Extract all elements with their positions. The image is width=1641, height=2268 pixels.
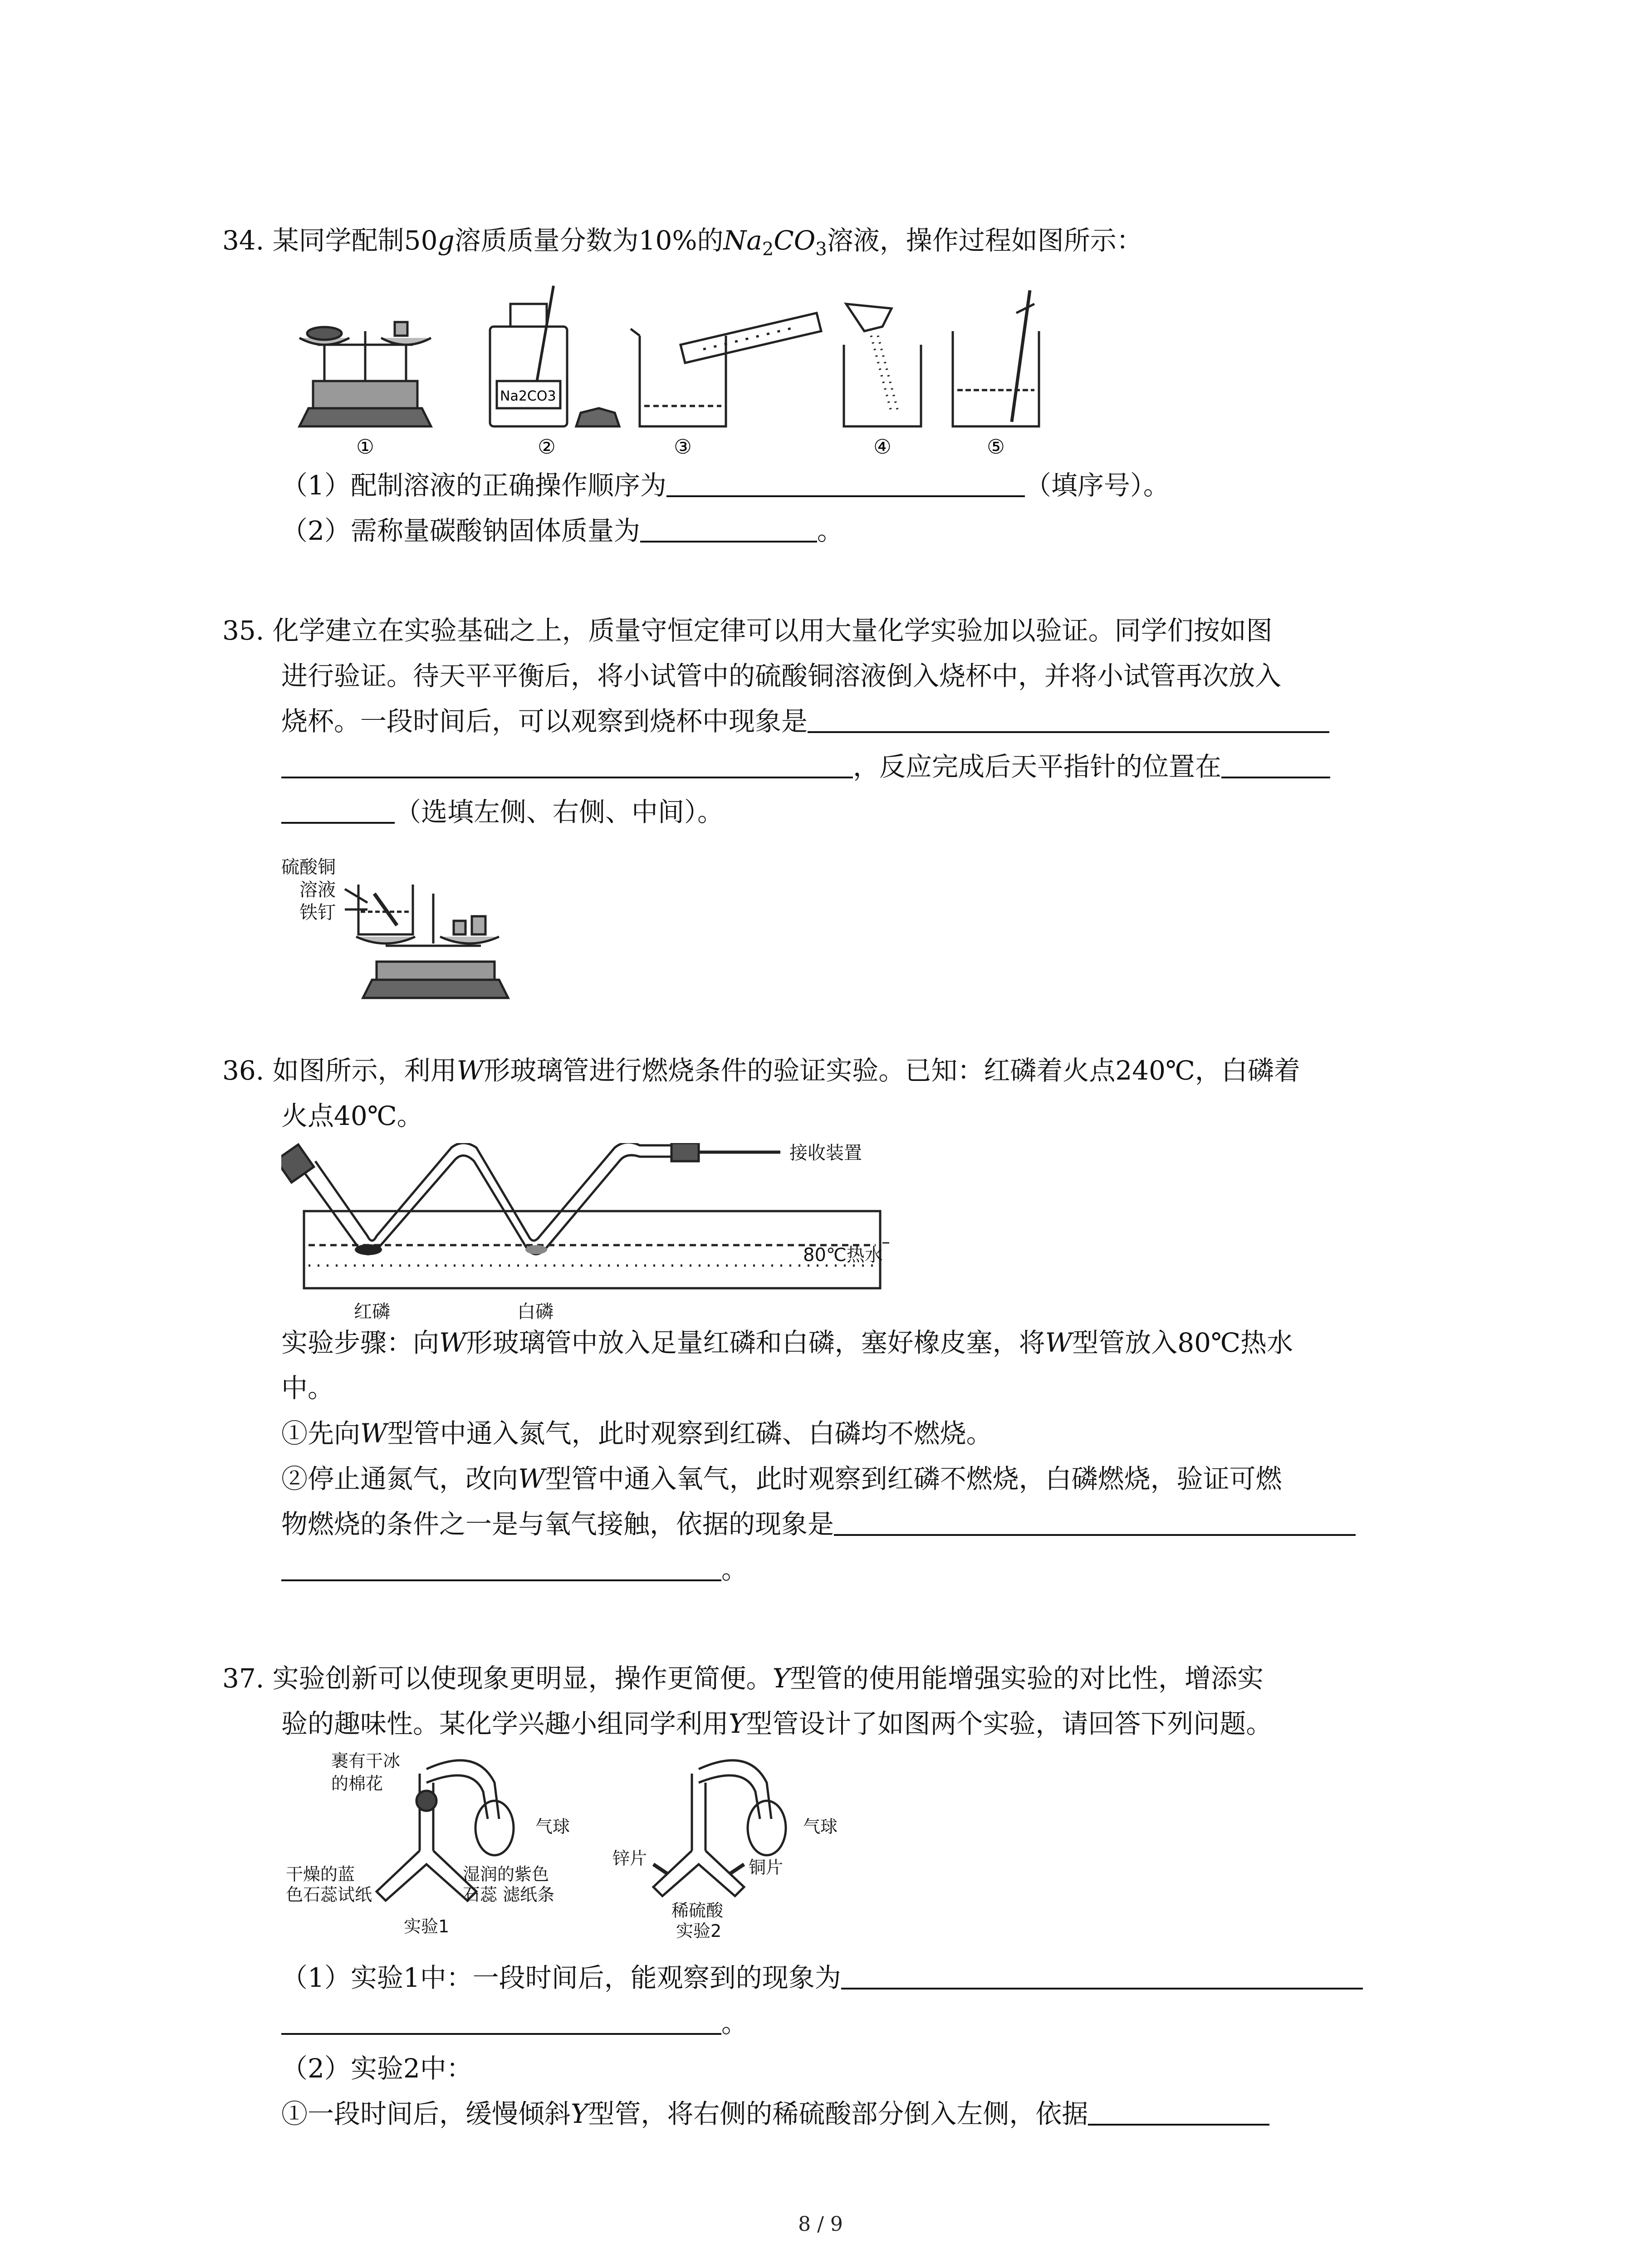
q37-fig1-wet-1: 湿润的紫色 [463, 1864, 549, 1884]
q37-part1-text: （1）实验1中：一段时间后，能观察到的现象为 [281, 1962, 841, 1993]
beaker-cylinder-icon [631, 313, 821, 426]
q36-step5 [281, 1506, 1356, 1542]
q36-line1-b: 形玻璃管进行燃烧条件的验证实验。已知：红磷着火点240℃，白磷着 [484, 1055, 1300, 1086]
q37-fig1-balloon: 气球 [535, 1817, 570, 1837]
q37-y-2: Y [729, 1708, 746, 1739]
q34-formula-sub2: 2 [762, 239, 774, 260]
q34-formula-na: Na [723, 225, 762, 256]
q37-line2 [281, 1706, 1272, 1742]
q37-fig2-zinc: 锌片 [612, 1848, 647, 1868]
q36-step5-text: 物燃烧的条件之一是与氧气接触，依据的现象是 [281, 1509, 834, 1540]
stirring-beaker-icon [953, 290, 1039, 426]
q34-fig-label-1: ① [356, 435, 374, 458]
q37-part2: （2）实验2中： [281, 2053, 473, 2084]
page-number: 8 / 9 [798, 2213, 843, 2236]
q36-w-1: W [456, 1055, 484, 1086]
q35-label-cuso4: 硫酸铜 [281, 857, 336, 878]
q35-blank-1a[interactable] [808, 705, 1329, 733]
q37-y-1: Y [772, 1663, 790, 1694]
q36-blank-a[interactable] [834, 1508, 1356, 1536]
q37-fig2-copper: 铜片 [749, 1857, 784, 1877]
q36-step3 [281, 1415, 993, 1452]
q37-line1-b: 型管的使用能增强实验的对比性，增添实 [789, 1663, 1264, 1694]
q36-w-4: W [360, 1418, 387, 1449]
q34-fig-label-2: ② [538, 435, 556, 458]
q37-blank-1a[interactable] [841, 1961, 1363, 1989]
q37-part1-cont [281, 2005, 748, 2041]
q37-part3-a: ①一段时间后，缓慢倾斜 [281, 2098, 571, 2129]
q36-step3-b: 型管中通入氮气，此时观察到红磷、白磷均不燃烧。 [387, 1418, 993, 1449]
q37-fig2-acid: 稀硫酸 [671, 1901, 724, 1921]
q36-label-red: 红磷 [354, 1301, 390, 1322]
funnel-beaker-icon [844, 304, 921, 426]
q35-blank-2a[interactable] [1221, 750, 1330, 778]
q36-step2: 中。 [281, 1373, 334, 1403]
q36-step1-b: 形玻璃管中放入足量红磷和白磷，塞好橡皮塞，将 [466, 1327, 1045, 1358]
q34-part1-text: （1）配制溶液的正确操作顺序为 [281, 470, 666, 501]
q34-stem-c: 溶液，操作过程如图所示： [827, 225, 1143, 256]
q37-fig2-caption: 实验2 [676, 1921, 722, 1941]
q35-line3 [281, 703, 1329, 739]
q37-blank-2[interactable] [1088, 2097, 1269, 2126]
q35-line1: 35. 化学建立在实验基础之上，质量守恒定律可以用大量化学实验加以验证。同学们按如图 [222, 615, 1273, 646]
q35-label-solution: 溶液 [299, 880, 336, 900]
q36-step4 [281, 1461, 1282, 1497]
reagent-bottle-icon [490, 286, 619, 426]
q37-part1 [281, 1960, 1363, 1996]
q35-line5 [281, 794, 724, 830]
q35-figure [277, 853, 531, 1002]
q34-stem [222, 222, 1143, 268]
q36-step6-end: 。 [721, 1554, 748, 1585]
q37-fig1-dry-2: 色石蕊试纸 [286, 1885, 372, 1905]
q34-fig-label-4: ④ [873, 435, 892, 458]
q34-figure [281, 277, 1053, 458]
q35-label-nail: 铁钉 [299, 902, 336, 923]
q37-fig1-wet-2: 石蕊 滤纸条 [463, 1885, 555, 1905]
q36-step4-b: 型管中通入氧气，此时观察到红磷不燃烧，白磷燃烧，验证可燃 [545, 1463, 1282, 1494]
q34-stem-b: 溶质质量分数为10%的 [454, 225, 724, 256]
q36-line2: 火点40℃。 [281, 1100, 423, 1131]
q37-fig1-dry-1: 干燥的蓝 [286, 1864, 355, 1884]
q36-label-water: 80℃热水 [803, 1245, 883, 1266]
q37-fig1-caption: 实验1 [404, 1916, 450, 1936]
q35-line5-text: （选填左侧、右侧、中间）。 [395, 797, 724, 827]
q37-part3 [281, 2096, 1269, 2132]
q36-step4-a: ②停止通氮气，改向 [281, 1463, 519, 1494]
q37-fig1-cotton-2: 的棉花 [331, 1774, 383, 1794]
q34-fig-label-3: ③ [674, 435, 692, 458]
q34-part1 [281, 467, 1170, 503]
q35-blank-2b[interactable] [281, 796, 395, 824]
q34-unit-g: g [437, 225, 455, 256]
q37-blank-1b[interactable] [281, 2007, 721, 2035]
q34-part1-blank[interactable] [666, 469, 1025, 497]
q36-step3-a: ①先向 [281, 1418, 361, 1449]
q37-figure [281, 1751, 916, 1950]
q34-bottle-label: Na2CO3 [500, 388, 556, 404]
q34-part2 [281, 513, 843, 549]
q37-fig2-balloon: 气球 [803, 1817, 838, 1837]
q36-w-5: W [518, 1463, 545, 1494]
q35-line4 [281, 748, 1330, 785]
q37-y-3: Y [571, 2098, 588, 2129]
q36-line1 [222, 1052, 1300, 1089]
q36-line1-a: 36. 如图所示，利用 [222, 1055, 457, 1086]
w-tube-icon [281, 1143, 880, 1288]
q36-step1-c: 型管放入80℃热水 [1072, 1327, 1293, 1358]
q36-step1-a: 实验步骤：向 [281, 1327, 440, 1358]
balance-icon [299, 322, 431, 426]
q34-part2-suffix: 。 [817, 515, 843, 546]
q37-part1-end: 。 [721, 2008, 748, 2038]
q34-part2-text: （2）需称量碳酸钠固体质量为 [281, 515, 640, 546]
q36-label-receiver: 接收装置 [789, 1143, 862, 1163]
q35-line4-text: ，反应完成后天平指针的位置在 [853, 751, 1222, 782]
q36-figure [281, 1143, 894, 1325]
q37-line2-a: 验的趣味性。某化学兴趣小组同学利用 [281, 1708, 729, 1739]
q34-part1-suffix: （填序号）。 [1024, 470, 1170, 501]
q37-part3-b: 型管，将右侧的稀硫酸部分倒入左侧，依据 [588, 2098, 1088, 2129]
balance-beaker-icon [345, 885, 508, 998]
q37-line1 [222, 1660, 1264, 1696]
q36-step1 [281, 1325, 1293, 1361]
q36-blank-b[interactable] [281, 1553, 721, 1581]
q36-label-white: 白磷 [517, 1301, 554, 1322]
q34-part2-blank[interactable] [640, 514, 817, 543]
q35-line3-text: 烧杯。一段时间后，可以观察到烧杯中现象是 [281, 706, 808, 737]
q34-fig-label-5: ⑤ [987, 435, 1005, 458]
q34-formula-co: CO [774, 225, 816, 256]
q36-w-3: W [1045, 1327, 1073, 1358]
q35-blank-1b[interactable] [281, 750, 853, 778]
q34-stem-a: 34. 某同学配制50 [222, 225, 438, 256]
q34-formula-sub3: 3 [815, 239, 827, 260]
q35-line2: 进行验证。待天平平衡后，将小试管中的硫酸铜溶液倒入烧杯中，并将小试管再次放入 [281, 660, 1282, 691]
q36-step6 [281, 1551, 748, 1588]
q37-fig1-cotton-1: 裹有干冰 [331, 1751, 401, 1771]
q37-line1-a: 37. 实验创新可以使现象更明显，操作更简便。 [222, 1663, 773, 1694]
q37-line2-b: 型管设计了如图两个实验，请回答下列问题。 [746, 1708, 1273, 1739]
q36-w-2: W [439, 1327, 466, 1358]
